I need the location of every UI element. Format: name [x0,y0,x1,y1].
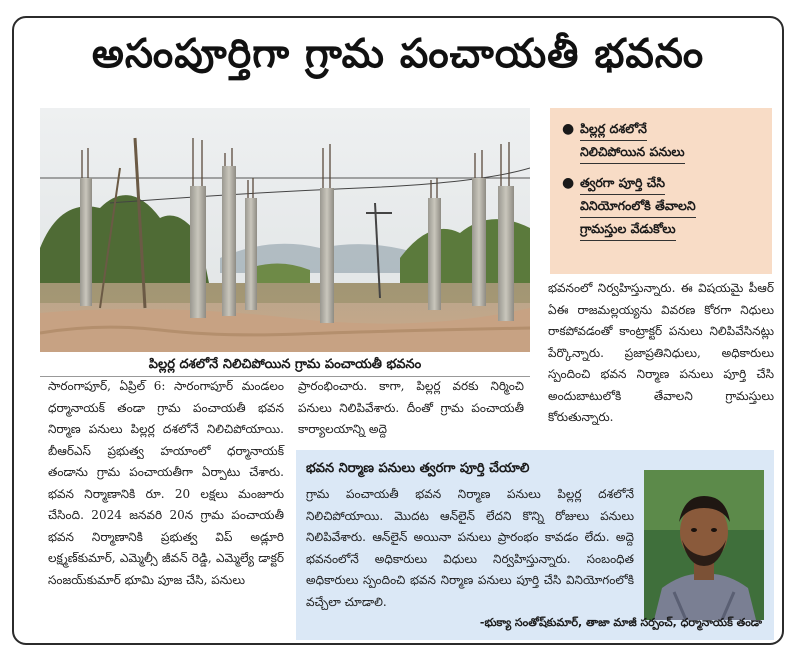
quote-box-title: భవన నిర్మాణ పనులు త్వరగా పూర్తి చేయాలి [306,461,530,476]
highlight-line: త్వరగా పూర్తి చేసి [580,172,665,195]
highlights-box [550,108,772,274]
person-photo [644,470,764,620]
highlight-line: వినియోగంలోకి తేవాలని [580,195,696,218]
quote-box-text: గ్రామ పంచాయతీ భవన నిర్మాణ పనులు పిల్లర్ల దశలోనే నిలిచిపోయాయి. మొదట ఆన్‌లైన్ లేదని కొన్ని రోజులు పనులు నిలిపివేశారు. ఆన్‌లైన్ అయినా పనులు ప్రారంభం కావడం లేదు. అద్దె భవనంలోనే అధికారులు విధులు నిర్వహిస్తున్నారు. సంబంధిత అధికారులు స్పందించి భవన నిర్మాణ పనులు పూర్తి చేసి వినియోగంలోకి వచ్చేలా చూడాలి. [306,487,634,609]
article-column-2 [298,376,524,441]
highlight-item [562,172,762,241]
quote-signature: -భుక్యా సంతోష్‌కుమార్, తాజా మాజీ సర్పంచ్, ధర్మానాయక్ తండా [479,616,762,629]
highlight-line: నిలిచిపోయిన పనులు [580,141,685,164]
quote-box [296,450,774,640]
highlight-line: గ్రామస్తుల వేడుకోలు [580,218,676,241]
bullet-icon: ● [562,175,575,191]
highlight-item [562,118,762,164]
article-frame [12,16,784,645]
article-column-1 [48,376,284,591]
photo-caption: పిల్లర్ల దశలోనే నిలిచిపోయిన గ్రామ పంచాయతీ భవనం [40,354,530,377]
headline: అసంపూర్తిగా గ్రామ పంచాయతీ భవనం [91,31,705,77]
article-paragraph: సారంగాపూర్, ఏప్రిల్ 6: సారంగాపూర్ మండలం ధర్మానాయక్ తండా గ్రామ పంచాయతీ భవన నిర్మాణ పనులు పిల్లర్ల దశలోనే నిలిచిపోయాయి. బీఆర్ఎస్ ప్రభుత్వ హయాంలో ధర్మానాయక్ తండాను గ్రామ పంచాయతీగా ఏర్పాటు చేశారు. భవన నిర్మాణానికి రూ. 20 లక్షలు మంజూరు చేసింది. 2024 జనవరి 20న గ్రామ పంచాయతీ భవన నిర్మాణానికి ప్రభుత్వ విప్ అడ్లూరి లక్ష్మణ్‌కుమార్, ఎమ్మెల్సీ జీవన్ రెడ్డి, ఎమ్మెల్యే డాక్టర్ సంజయ్‌కుమార్ భూమి పూజ చేసి, పనులు [48,379,284,587]
construction-photo [40,108,530,352]
article-column-3 [548,278,774,429]
highlight-line: పిల్లర్ల దశలోనే [580,118,647,141]
article-paragraph: ప్రారంభించారు. కాగా, పిల్లర్ల వరకు నిర్మించి పనులు నిలిపివేశారు. దీంతో గ్రామ పంచాయతీ కార్యాలయాన్ని అద్దె [298,379,524,436]
article-paragraph: భవనంలో నిర్వహిస్తున్నారు. ఈ విషయమై పీఆర్ ఏఈ రాజమల్లయ్యను వివరణ కోరగా నిధులు రాకపోవడంతో కాంట్రాక్టర్ పనులు నిలిపివేసినట్లు పేర్కొన్నారు. ప్రజాప్రతినిధులు, అధికారులు స్పందించి భవన నిర్మాణ పనులు పూర్తి చేసి అందుబాటులోకి తేవాలని గ్రామస్తులు కోరుతున్నారు. [548,281,774,424]
bullet-icon: ● [562,121,575,137]
